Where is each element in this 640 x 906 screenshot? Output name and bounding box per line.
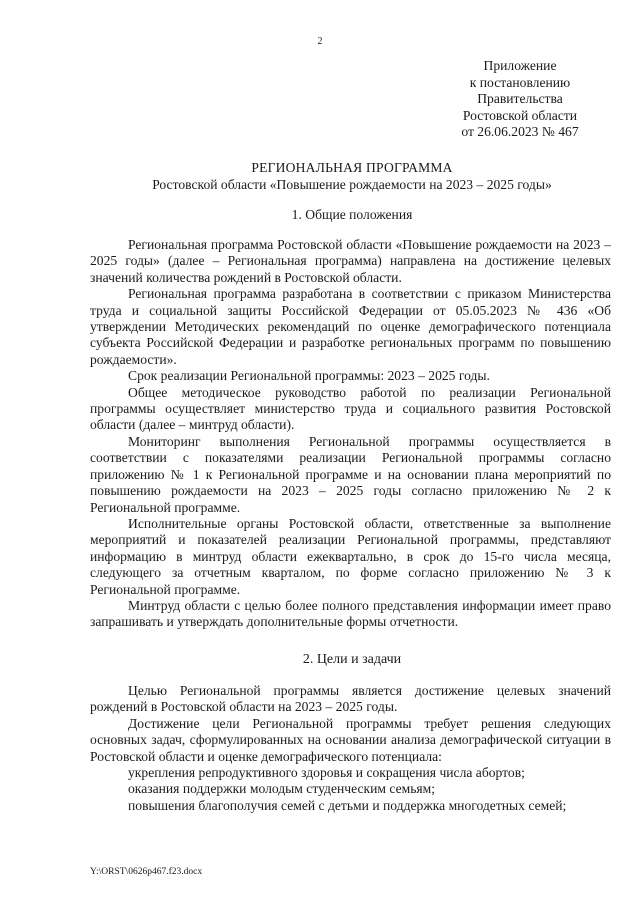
paragraph: Исполнительные органы Ростовской области, ответственные за выполнение мероприятий и показателей реализации Региональной программы, представляют информацию в минтруд области ежеквартально, в срок до 15-го числа месяца, следующего за отчетным кварталом, по форме согласно приложению № 3 к Региональной программе.: [90, 515, 611, 597]
paragraph: Мониторинг выполнения Региональной программы осуществляется в соответствии с показателями реализации Региональной программы согласно приложению № 1 к Региональной программе и на основании плана мероприятий по повышению рождаемости на 2023 – 2025 годы согласно приложению № 2 к Региональной программе.: [90, 433, 611, 515]
task-item: повышения благополучия семей с детьми и поддержка многодетных семей;: [128, 797, 567, 813]
appendix-line: к постановлению: [469, 74, 571, 90]
task-item: оказания поддержки молодым студенческим семьям;: [128, 781, 436, 797]
paragraph: Целью Региональной программы является достижение целевых значений рождений в Ростовской области на 2023 – 2025 годы.: [90, 683, 611, 715]
paragraph: Срок реализации Региональной программы: 2023 – 2025 годы.: [128, 368, 490, 384]
appendix-line: Ростовской области: [462, 107, 578, 123]
section-2-body: [90, 683, 611, 814]
section-1-heading: 1. Общие положения: [291, 207, 413, 222]
appendix-line: от 26.06.2023 № 467: [461, 124, 579, 139]
page-number: 2: [317, 36, 323, 47]
paragraph: Региональная программа Ростовской области «Повышение рождаемости на 2023 – 2025 годы» (далее – Региональная программа) направлена на достижение целевых значений количества рождений в Ростовской области.: [90, 237, 611, 285]
section-1-body: [90, 237, 611, 631]
section-2-heading: 2. Цели и задачи: [302, 652, 402, 667]
document-subtitle: Ростовской области «Повышение рождаемости на 2023 – 2025 годы»: [152, 177, 552, 192]
appendix-block: [440, 58, 600, 141]
paragraph: Достижение цели Региональной программы требует решения следующих основных задач, сформулированных на основании анализа демографической ситуации в Ростовской области и оценке демографического потенциала:: [90, 715, 611, 764]
file-path-footer: Y:\ORST\0626p467.f23.docx: [90, 867, 203, 877]
appendix-line: Правительства: [477, 91, 563, 106]
paragraph: Общее методическое руководство работой по реализации Региональной программы осуществляет министерство труда и социального развития Ростовской области (далее – минтруд области).: [90, 384, 611, 433]
paragraph: Региональная программа разработана в соответствии с приказом Министерства труда и социальной защиты Российской Федерации от 05.05.2023 № 436 «Об утверждении Методических рекомендаций по оценке демографического потенциала субъекта Российской Федерации и разработке региональных программ по повышению рождаемости».: [90, 286, 611, 367]
document-title: РЕГИОНАЛЬНАЯ ПРОГРАММА: [251, 160, 453, 175]
paragraph: Минтруд области с целью более полного представления информации имеет право запрашивать и утверждать дополнительные формы отчетности.: [90, 597, 611, 630]
task-item: укрепления репродуктивного здоровья и сокращения числа абортов;: [128, 765, 525, 781]
appendix-line: Приложение: [483, 58, 557, 73]
